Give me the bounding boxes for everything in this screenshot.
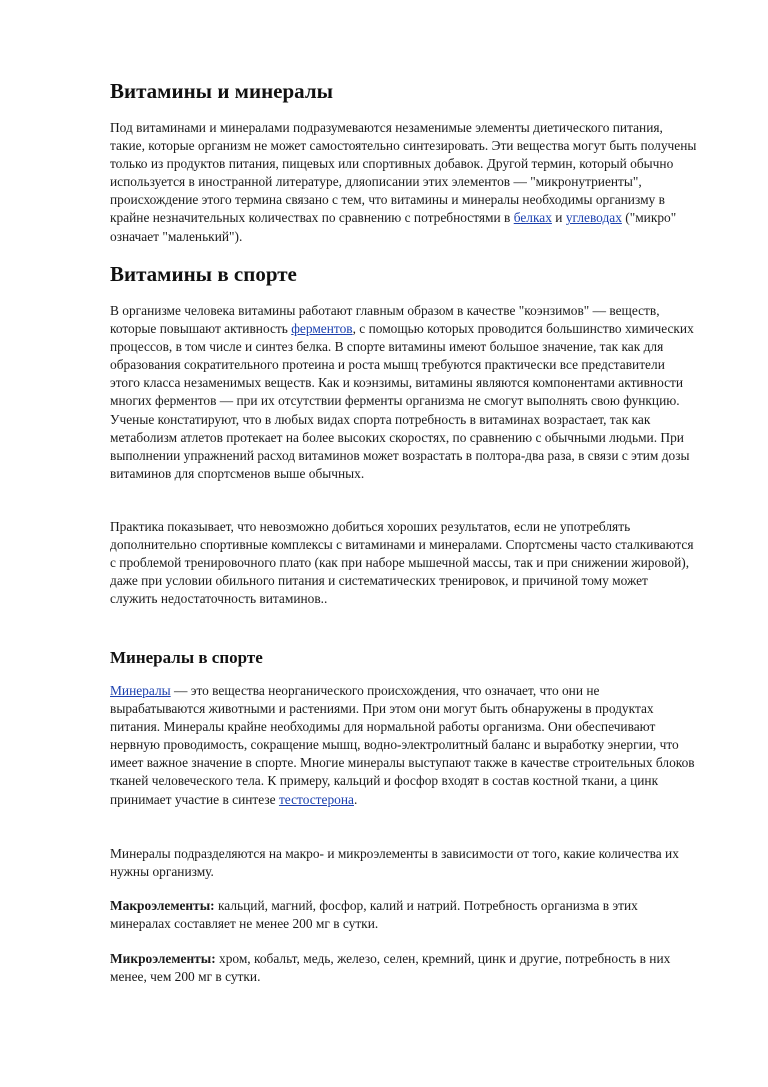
intro-paragraph [110, 119, 698, 246]
minerals-paragraph-1 [110, 682, 698, 809]
macroelements-label: Макроэлементы: [110, 898, 215, 913]
link-testosterone[interactable]: тестостерона [278, 791, 354, 807]
link-enzymes[interactable]: ферментов [291, 321, 353, 337]
vitamins-sport-paragraph-1 [110, 302, 698, 483]
microelements-label: Микроэлементы: [110, 951, 216, 966]
minerals-text-a: — это вещества неорганического происхождения, что означает, что они не вырабатываются животными и растениями. При этом они могут быть обнаружены в продуктах питания. Минералы крайне необходимы для нормальной работы организма. Они обеспечивают нервную проводимость, сокращение мышц, водно-электролитный баланс и выработку энергии, что имеет важное значение в спорте. Многие минералы выступают также в качестве строительных блоков тканей человеческого тела. К примеру, кальций и фосфор входят в состав костной ткани, а цинк принимает участие в синтезе [110, 683, 695, 807]
minerals-paragraph-2: Минералы подразделяются на макро- и микроэлементы в зависимости от того, какие количества их нужны организму. [110, 846, 679, 880]
minerals-text-b: . [353, 791, 358, 807]
macroelements-paragraph [110, 897, 698, 933]
microelements-text: хром, кобальт, медь, железо, селен, кремний, цинк и другие, потребность в них менее, чем 200 мг в сутки. [110, 951, 671, 985]
heading-minerals-in-sport: Минералы в спорте [110, 648, 263, 667]
intro-text-b: и [551, 210, 566, 226]
link-carbohydrates[interactable]: углеводах [565, 210, 622, 226]
intro-text-a: Под витаминами и минералами подразумеваются незаменимые элементы диетического питания, такие, которые организм не может самостоятельно синтезировать. Эти вещества могут быть получены только из продуктов питания, пищевых или спортивных добавок. Другой термин, который обычно используется в иностранной литературе, дляописании этих элементов — "микронутриенты", происхождение этого термина связано с тем, что витамины и минералы необходимы организму в крайне незначительных количествах по сравнению с потребностями в [110, 120, 697, 226]
heading-vitamins-minerals: Витамины и минералы [110, 79, 334, 103]
vitamins-sport-paragraph-2: Практика показывает, что невозможно добиться хороших результатов, если не употреблять дополнительно спортивные комплексы с витаминами и минералами. Спортсмены часто сталкиваются с проблемой тренировочного плато (как при наборе мышечной массы, так и при снижении жировой), даже при условии обильного питания и систематических тренировок, и причиной тому может служить недостаточность витаминов.. [110, 519, 694, 607]
link-minerals[interactable]: Минералы [110, 683, 171, 698]
microelements-paragraph [110, 950, 698, 986]
intro-text-c: ("микро" означает "маленький"). [110, 210, 677, 244]
vitamins-sport-text-a: В организме человека витамины работают главным образом в качестве "коэнзимов" — веществ, которые повышают активность [110, 303, 660, 337]
heading-vitamins-in-sport: Витамины в спорте [110, 262, 297, 286]
macroelements-text: кальций, магний, фосфор, калий и натрий. Потребность организма в этих минералах составляет не менее 200 мг в сутки. [110, 898, 638, 932]
link-proteins[interactable]: белках [513, 210, 552, 226]
vitamins-sport-text-b: , с помощью которых проводится большинство химических процессов, в том числе и синтез белка. В спорте витамины имеют большое значение, так как для образования сократительного протеина и роста мышц требуются практически все представители этого класса незаменимых веществ. Как и коэнзимы, витамины являются компонентами активности многих ферментов — при их отсутствии ферменты организма не смогут выполнять свою функцию. Ученые констатируют, что в любых видах спорта потребность в витаминах возрастает, так как метаболизм атлетов протекает на более высоких скоростях, по сравнению с обычными людьми. При выполнении упражнений расход витаминов может возрастать в полтора-два раза, в связи с этим дозы витаминов для спортсменов выше обычных. [110, 321, 694, 481]
